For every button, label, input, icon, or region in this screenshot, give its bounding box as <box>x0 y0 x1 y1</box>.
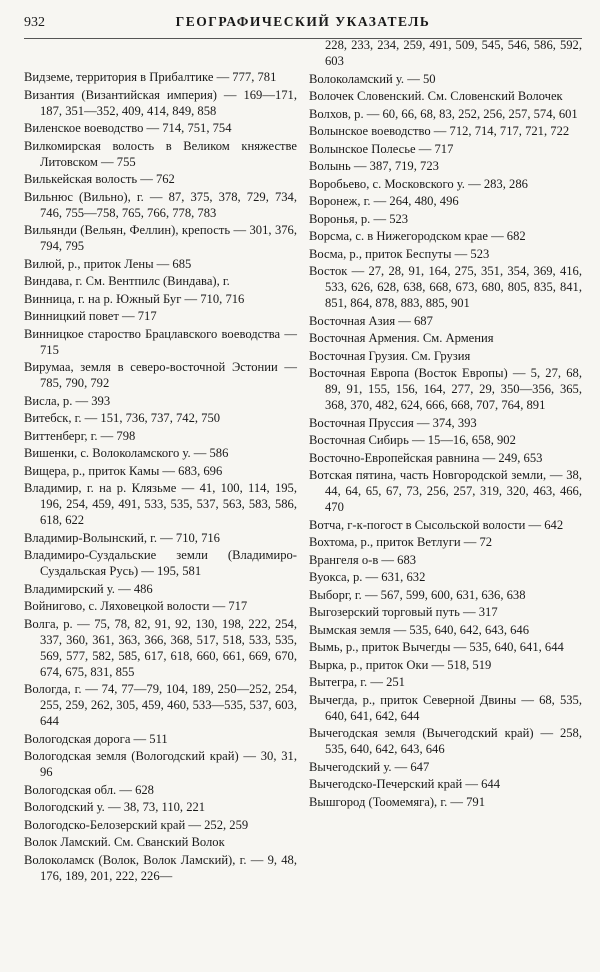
index-entry: Воронеж, г. — 264, 480, 496 <box>309 194 459 208</box>
index-columns <box>24 38 582 885</box>
index-entry: Волынь — 387, 719, 723 <box>309 159 439 173</box>
index-entry: Вологодская дорога — 511 <box>24 731 168 746</box>
index-entry: Волоколамск (Волок, Волок Ламский), г. — 9, 48, 176, 189, 201, 222, 226— <box>24 852 297 883</box>
index-entry: Византия (Византийская империя) — 169—171, 187, 351—352, 409, 414, 849, 858 <box>24 87 297 118</box>
index-entry: Восма, р., приток Беспуты — 523 <box>309 246 490 261</box>
index-entry: Волок Ламский. См. Сванский Волок <box>24 835 225 849</box>
index-entry: Воробьево, с. Московского у. — 283, 286 <box>309 176 528 191</box>
index-entry: Видземе, территория в Прибалтике — 777, 781 <box>24 70 277 84</box>
index-entry: Виндава, г. См. Вентпилс (Виндава), г. <box>24 274 230 288</box>
index-entry: Владимирский у. — 486 <box>24 581 153 596</box>
index-entry: Висла, р. — 393 <box>24 393 111 408</box>
page-header <box>24 14 582 39</box>
index-entry: Волочек Словенский. См. Словенский Волочек <box>309 89 563 103</box>
index-entry: Витебск, г. — 151, 736, 737, 742, 750 <box>24 411 221 425</box>
index-entry: Вымь, р., приток Вычегды — 535, 640, 641, 644 <box>309 640 564 654</box>
index-entry: Восточная Европа (Восток Европы) — 5, 27, 68, 89, 91, 155, 156, 164, 277, 29, 350—356, 365, 368, 370, 482, 624, 666, 668, 707, 764, 891 <box>309 366 582 412</box>
index-entry: Выгозерский торговый путь — 317 <box>309 605 498 619</box>
index-entry: Вотча, г-к-погост в Сысольской волости — 642 <box>309 517 564 532</box>
index-entry: Вычегда, р., приток Северной Двины — 68, 535, 640, 641, 642, 644 <box>309 692 582 723</box>
index-entry: Волынское Полесье — 717 <box>309 141 454 156</box>
index-entry: Вилькейская волость — 762 <box>24 172 175 186</box>
index-entry: Вищера, р., приток Камы — 683, 696 <box>24 463 223 478</box>
index-entry: Вуокса, р. — 631, 632 <box>309 570 426 584</box>
index-entry: Вырка, р., приток Оки — 518, 519 <box>309 657 492 672</box>
index-entry: Восточная Азия — 687 <box>309 313 433 328</box>
index-entry: Владимир-Волынский, г. — 710, 716 <box>24 530 220 545</box>
index-entry: Восточная Армения. См. Армения <box>309 331 494 345</box>
index-entry: Волынское воеводство — 712, 714, 717, 721, 722 <box>309 124 570 138</box>
index-entry: Вологодско-Белозерский край — 252, 259 <box>24 817 249 832</box>
index-entry: Виттенберг, г. — 798 <box>24 428 136 443</box>
index-entry: Вымская земля — 535, 640, 642, 643, 646 <box>309 622 530 637</box>
index-entry: Вотская пятина, часть Новгородской земли, — 38, 44, 64, 65, 67, 73, 256, 257, 319, 320, 463, 466, 470 <box>309 468 582 514</box>
index-entry: Вилкомирская волость в Великом княжестве Литовском — 755 <box>24 138 297 169</box>
index-entry: Вилюй, р., приток Лены — 685 <box>24 256 192 271</box>
right-column <box>309 37 582 885</box>
index-entry: Вышгород (Тоомемяга), г. — 791 <box>309 794 486 809</box>
index-entry: Волга, р. — 75, 78, 82, 91, 92, 130, 198, 222, 254, 337, 360, 361, 363, 366, 368, 517, 518, 533, 535, 569, 577, 582, 585, 617, 618, 660, 661, 669, 670, 674, 675, 831, 855 <box>24 616 297 679</box>
index-entry: Вычегодский у. — 647 <box>309 759 430 774</box>
index-entry: Вологодский у. — 38, 73, 110, 221 <box>24 800 206 814</box>
index-entry: Воронья, р. — 523 <box>309 211 409 226</box>
index-entry: Вохтома, р., приток Ветлуги — 72 <box>309 535 493 549</box>
index-entry: Волоколамский у. — 50 <box>309 71 436 86</box>
index-entry: Винницкое староство Брацлавского воеводства — 715 <box>24 326 297 357</box>
index-entry: Винница, г. на р. Южный Буг — 710, 716 <box>24 291 245 306</box>
index-entry: Выборг, г. — 567, 599, 600, 631, 636, 638 <box>309 587 526 602</box>
index-entry: Ворсма, с. в Нижегородском крае — 682 <box>309 229 526 243</box>
index-entry: Волхов, р. — 60, 66, 68, 83, 252, 256, 257, 574, 601 <box>309 106 578 121</box>
index-entry: Врангеля о-в — 683 <box>309 552 417 567</box>
index-entry: Владимиро-Суздальские земли (Владимиро-Суздальская Русь) — 195, 581 <box>24 548 297 578</box>
index-entry: Вычегодская земля (Вычегодский край) — 258, 535, 640, 642, 643, 646 <box>309 726 582 756</box>
index-entry: Виленское воеводство — 714, 751, 754 <box>24 121 232 135</box>
index-entry: Восточная Сибирь — 15—16, 658, 902 <box>309 433 516 447</box>
index-entry: Вишенки, с. Волоколамского у. — 586 <box>24 446 229 460</box>
index-entry: Вычегодско-Печерский край — 644 <box>309 777 500 791</box>
index-entry: Восточная Грузия. См. Грузия <box>309 348 471 363</box>
index-entry: Вологодская обл. — 628 <box>24 782 154 797</box>
index-entry-continuation: 228, 233, 234, 259, 491, 509, 545, 546, 586, 592, 603 <box>325 38 582 68</box>
index-entry: Войнигово, с. Ляховецкой волости — 717 <box>24 599 248 613</box>
index-entry: Вологда, г. — 74, 77—79, 104, 189, 250—252, 254, 255, 259, 262, 305, 459, 460, 533—535, 537, 603, 644 <box>24 682 297 728</box>
index-entry: Восточно-Европейская равнина — 249, 653 <box>309 450 543 465</box>
index-entry: Восточная Пруссия — 374, 393 <box>309 415 477 430</box>
index-entry: Вытегра, г. — 251 <box>309 675 405 689</box>
index-entry: Вологодская земля (Вологодский край) — 30, 31, 96 <box>24 749 297 779</box>
index-entry: Вильянди (Вельян, Феллин), крепость — 301, 376, 794, 795 <box>24 223 297 253</box>
index-entry: Вильнюс (Вильно), г. — 87, 375, 378, 729, 734, 746, 755—758, 765, 766, 778, 783 <box>24 189 297 220</box>
running-title: ГЕОГРАФИЧЕСКИЙ УКАЗАТЕЛЬ <box>175 14 431 29</box>
index-entry: Винницкий повет — 717 <box>24 309 157 323</box>
page-number: 932 <box>24 15 45 30</box>
left-column <box>24 69 297 885</box>
index-entry: Владимир, г. на р. Клязьме — 41, 100, 114, 195, 196, 254, 459, 491, 533, 535, 537, 563, 583, 586, 618, 622 <box>24 481 297 527</box>
index-entry: Вирумаа, земля в северо-восточной Эстонии — 785, 790, 792 <box>24 360 297 390</box>
index-entry: Восток — 27, 28, 91, 164, 275, 351, 354, 369, 416, 533, 626, 628, 638, 668, 673, 680, 805, 835, 841, 851, 864, 878, 883, 885, 901 <box>309 264 582 310</box>
